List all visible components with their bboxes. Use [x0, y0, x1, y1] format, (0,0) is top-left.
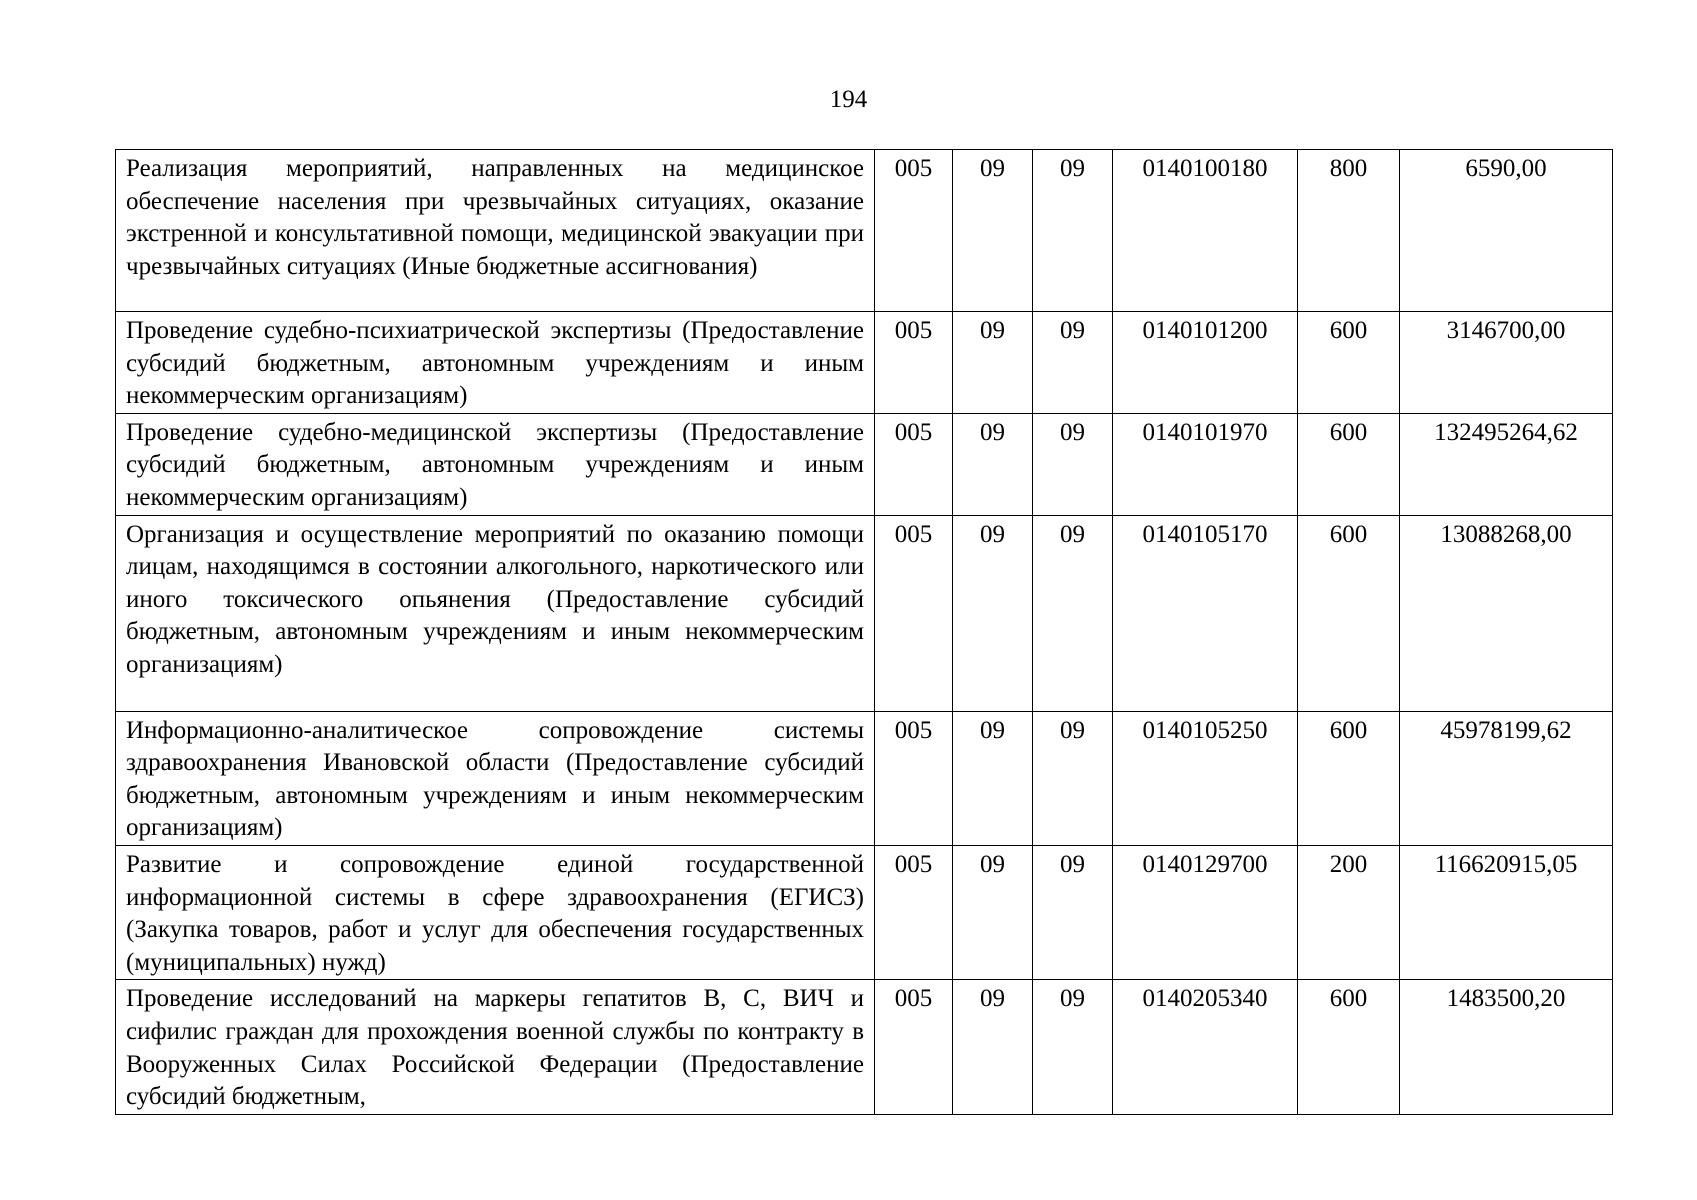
section-code: 09	[953, 711, 1033, 845]
target-article-code: 0140105250	[1113, 711, 1298, 845]
expense-type-code: 600	[1298, 515, 1400, 711]
subsection-code: 09	[1033, 980, 1113, 1114]
expense-type-code: 600	[1298, 711, 1400, 845]
amount: 132495264,62	[1400, 413, 1613, 515]
row-description: Проведение исследований на маркеры гепатитов В, С, ВИЧ и сифилис граждан для прохождения военной службы по контракту в Вооруженных Силах Российской Федерации (Предоставление субсидий бюджетным,	[116, 980, 875, 1114]
section-code: 09	[953, 413, 1033, 515]
amount: 13088268,00	[1400, 515, 1613, 711]
amount: 45978199,62	[1400, 711, 1613, 845]
amount: 116620915,05	[1400, 845, 1613, 979]
amount: 3146700,00	[1400, 312, 1613, 414]
subsection-code: 09	[1033, 515, 1113, 711]
subsection-code: 09	[1033, 413, 1113, 515]
section-code: 09	[953, 845, 1033, 979]
row-description: Проведение судебно-психиатрической экспертизы (Предоставление субсидий бюджетным, автономным учреждениям и иным некоммерческим организациям)	[116, 312, 875, 414]
target-article-code: 0140100180	[1113, 150, 1298, 312]
section-code: 09	[953, 515, 1033, 711]
table-row	[116, 711, 1613, 845]
section-code: 09	[953, 150, 1033, 312]
amount: 1483500,20	[1400, 980, 1613, 1114]
row-description: Организация и осуществление мероприятий по оказанию помощи лицам, находящимся в состоянии алкогольного, наркотического или иного токсического опьянения (Предоставление субсидий бюджетным, автономным учреждениям и иным некоммерческим организациям)	[116, 515, 875, 711]
subsection-code: 09	[1033, 150, 1113, 312]
budget-table	[115, 149, 1613, 1115]
ministry-code: 005	[875, 515, 953, 711]
page-number: 194	[829, 86, 868, 113]
target-article-code: 0140101970	[1113, 413, 1298, 515]
row-description: Развитие и сопровождение единой государственной информационной системы в сфере здравоохранения (ЕГИСЗ) (Закупка товаров, работ и услуг для обеспечения государственных (муниципальных) нужд)	[116, 845, 875, 979]
expense-type-code: 200	[1298, 845, 1400, 979]
ministry-code: 005	[875, 845, 953, 979]
row-description: Реализация мероприятий, направленных на медицинское обеспечение населения при чрезвычайных ситуациях, оказание экстренной и консультативной помощи, медицинской эвакуации при чрезвычайных ситуациях (Иные бюджетные ассигнования)	[116, 150, 875, 312]
table-row	[116, 845, 1613, 979]
section-code: 09	[953, 312, 1033, 414]
ministry-code: 005	[875, 150, 953, 312]
target-article-code: 0140101200	[1113, 312, 1298, 414]
expense-type-code: 600	[1298, 413, 1400, 515]
table-row	[116, 150, 1613, 312]
expense-type-code: 800	[1298, 150, 1400, 312]
table-row	[116, 980, 1613, 1114]
expense-type-code: 600	[1298, 980, 1400, 1114]
ministry-code: 005	[875, 711, 953, 845]
table-row	[116, 312, 1613, 414]
table-row	[116, 413, 1613, 515]
subsection-code: 09	[1033, 312, 1113, 414]
target-article-code: 0140205340	[1113, 980, 1298, 1114]
expense-type-code: 600	[1298, 312, 1400, 414]
target-article-code: 0140129700	[1113, 845, 1298, 979]
row-description: Информационно-аналитическое сопровождение системы здравоохранения Ивановской области (Предоставление субсидий бюджетным, автономным учреждениям и иным некоммерческим организациям)	[116, 711, 875, 845]
subsection-code: 09	[1033, 845, 1113, 979]
subsection-code: 09	[1033, 711, 1113, 845]
ministry-code: 005	[875, 413, 953, 515]
amount: 6590,00	[1400, 150, 1613, 312]
table-row	[116, 515, 1613, 711]
ministry-code: 005	[875, 980, 953, 1114]
target-article-code: 0140105170	[1113, 515, 1298, 711]
row-description: Проведение судебно-медицинской экспертизы (Предоставление субсидий бюджетным, автономным учреждениям и иным некоммерческим организациям)	[116, 413, 875, 515]
section-code: 09	[953, 980, 1033, 1114]
ministry-code: 005	[875, 312, 953, 414]
